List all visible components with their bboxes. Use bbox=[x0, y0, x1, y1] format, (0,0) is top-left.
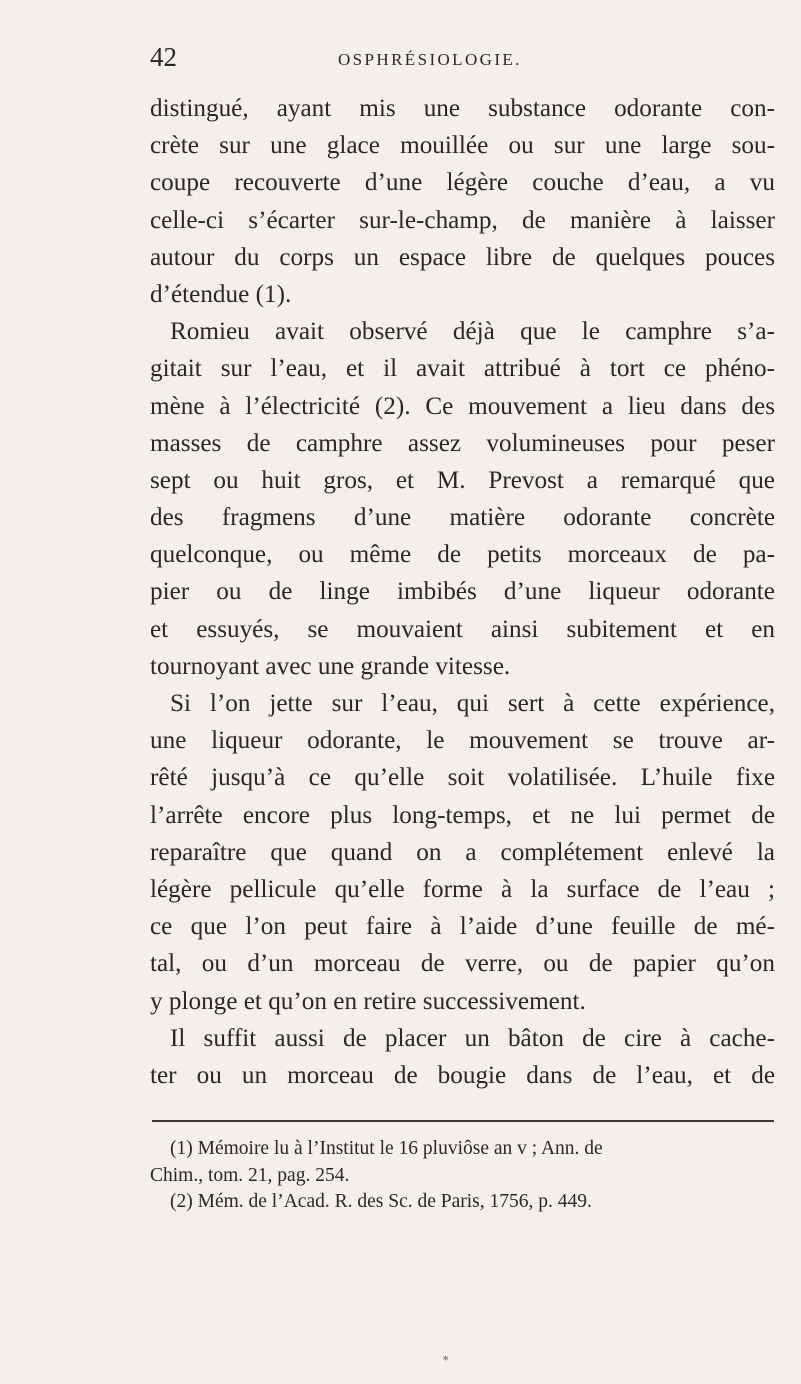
text-line: ter ou un morceau de bougie dans de l’eau, et de bbox=[150, 1061, 775, 1089]
footnote: (1) Mémoire lu à l’Institut le 16 pluviôse an v ; Ann. de bbox=[170, 1138, 603, 1159]
text-line: reparaître que quand on a complétement enlevé la bbox=[150, 838, 775, 866]
text-line: mène à l’électricité (2). Ce mouvement a lieu dans des bbox=[150, 392, 775, 420]
text-line: autour du corps un espace libre de quelques pouces bbox=[150, 243, 775, 271]
page-number: 42 bbox=[150, 42, 177, 72]
body-text bbox=[150, 90, 775, 1094]
text-line: rêté jusqu’à ce qu’elle soit volatilisée. L’huile fixe bbox=[150, 764, 775, 792]
footnote-continuation: Chim., tom. 21, pag. 254. bbox=[150, 1164, 350, 1186]
text-line: pier ou de linge imbibés d’une liqueur odorante bbox=[150, 578, 775, 606]
text-line: coupe recouverte d’une légère couche d’eau, a vu bbox=[150, 169, 775, 197]
text-line: tal, ou d’un morceau de verre, ou de papier qu’on bbox=[150, 950, 775, 978]
text-line: une liqueur odorante, le mouvement se trouve ar- bbox=[150, 727, 775, 755]
text-line: quelconque, ou même de petits morceaux de pa- bbox=[150, 541, 775, 569]
text-line: celle-ci s’écarter sur-le-champ, de manière à laisser bbox=[150, 206, 775, 234]
text-line: masses de camphre assez volumineuses pour peser bbox=[150, 429, 775, 457]
page-header bbox=[150, 42, 770, 82]
text-line: tournoyant avec une grande vitesse. bbox=[150, 652, 511, 680]
footnotes bbox=[150, 1136, 775, 1216]
text-line: gitait sur l’eau, et il avait attribué à tort ce phéno- bbox=[150, 355, 775, 383]
text-line: distingué, ayant mis une substance odorante con- bbox=[150, 95, 775, 122]
text-line: ce que l’on peut faire à l’aide d’une feuille de mé- bbox=[150, 913, 775, 941]
text-line: y plonge et qu’on en retire successivement. bbox=[150, 987, 586, 1015]
text-line: d’étendue (1). bbox=[150, 280, 292, 308]
printer-mark: * bbox=[443, 1354, 449, 1367]
running-head: OSPHRÉSIOLOGIE. bbox=[338, 50, 522, 69]
footnote-rule bbox=[152, 1120, 774, 1122]
text-line: et essuyés, se mouvaient ainsi subitement et en bbox=[150, 615, 775, 643]
text-line: Il suffit aussi de placer un bâton de cire à cache- bbox=[170, 1024, 775, 1052]
text-line: légère pellicule qu’elle forme à la surface de l’eau ; bbox=[150, 875, 775, 903]
text-line: Si l’on jette sur l’eau, qui sert à cette expérience, bbox=[170, 690, 775, 717]
text-line: sept ou huit gros, et M. Prevost a remarqué que bbox=[150, 466, 775, 494]
text-line: crète sur une glace mouillée ou sur une large sou- bbox=[150, 132, 775, 160]
text-line: des fragmens d’une matière odorante concrète bbox=[150, 504, 775, 532]
text-line: Romieu avait observé déjà que le camphre s’a- bbox=[170, 318, 775, 346]
footnote: (2) Mém. de l’Acad. R. des Sc. de Paris, 1756, p. 449. bbox=[170, 1191, 592, 1212]
text-line: l’arrête encore plus long-temps, et ne lui permet de bbox=[150, 801, 775, 829]
